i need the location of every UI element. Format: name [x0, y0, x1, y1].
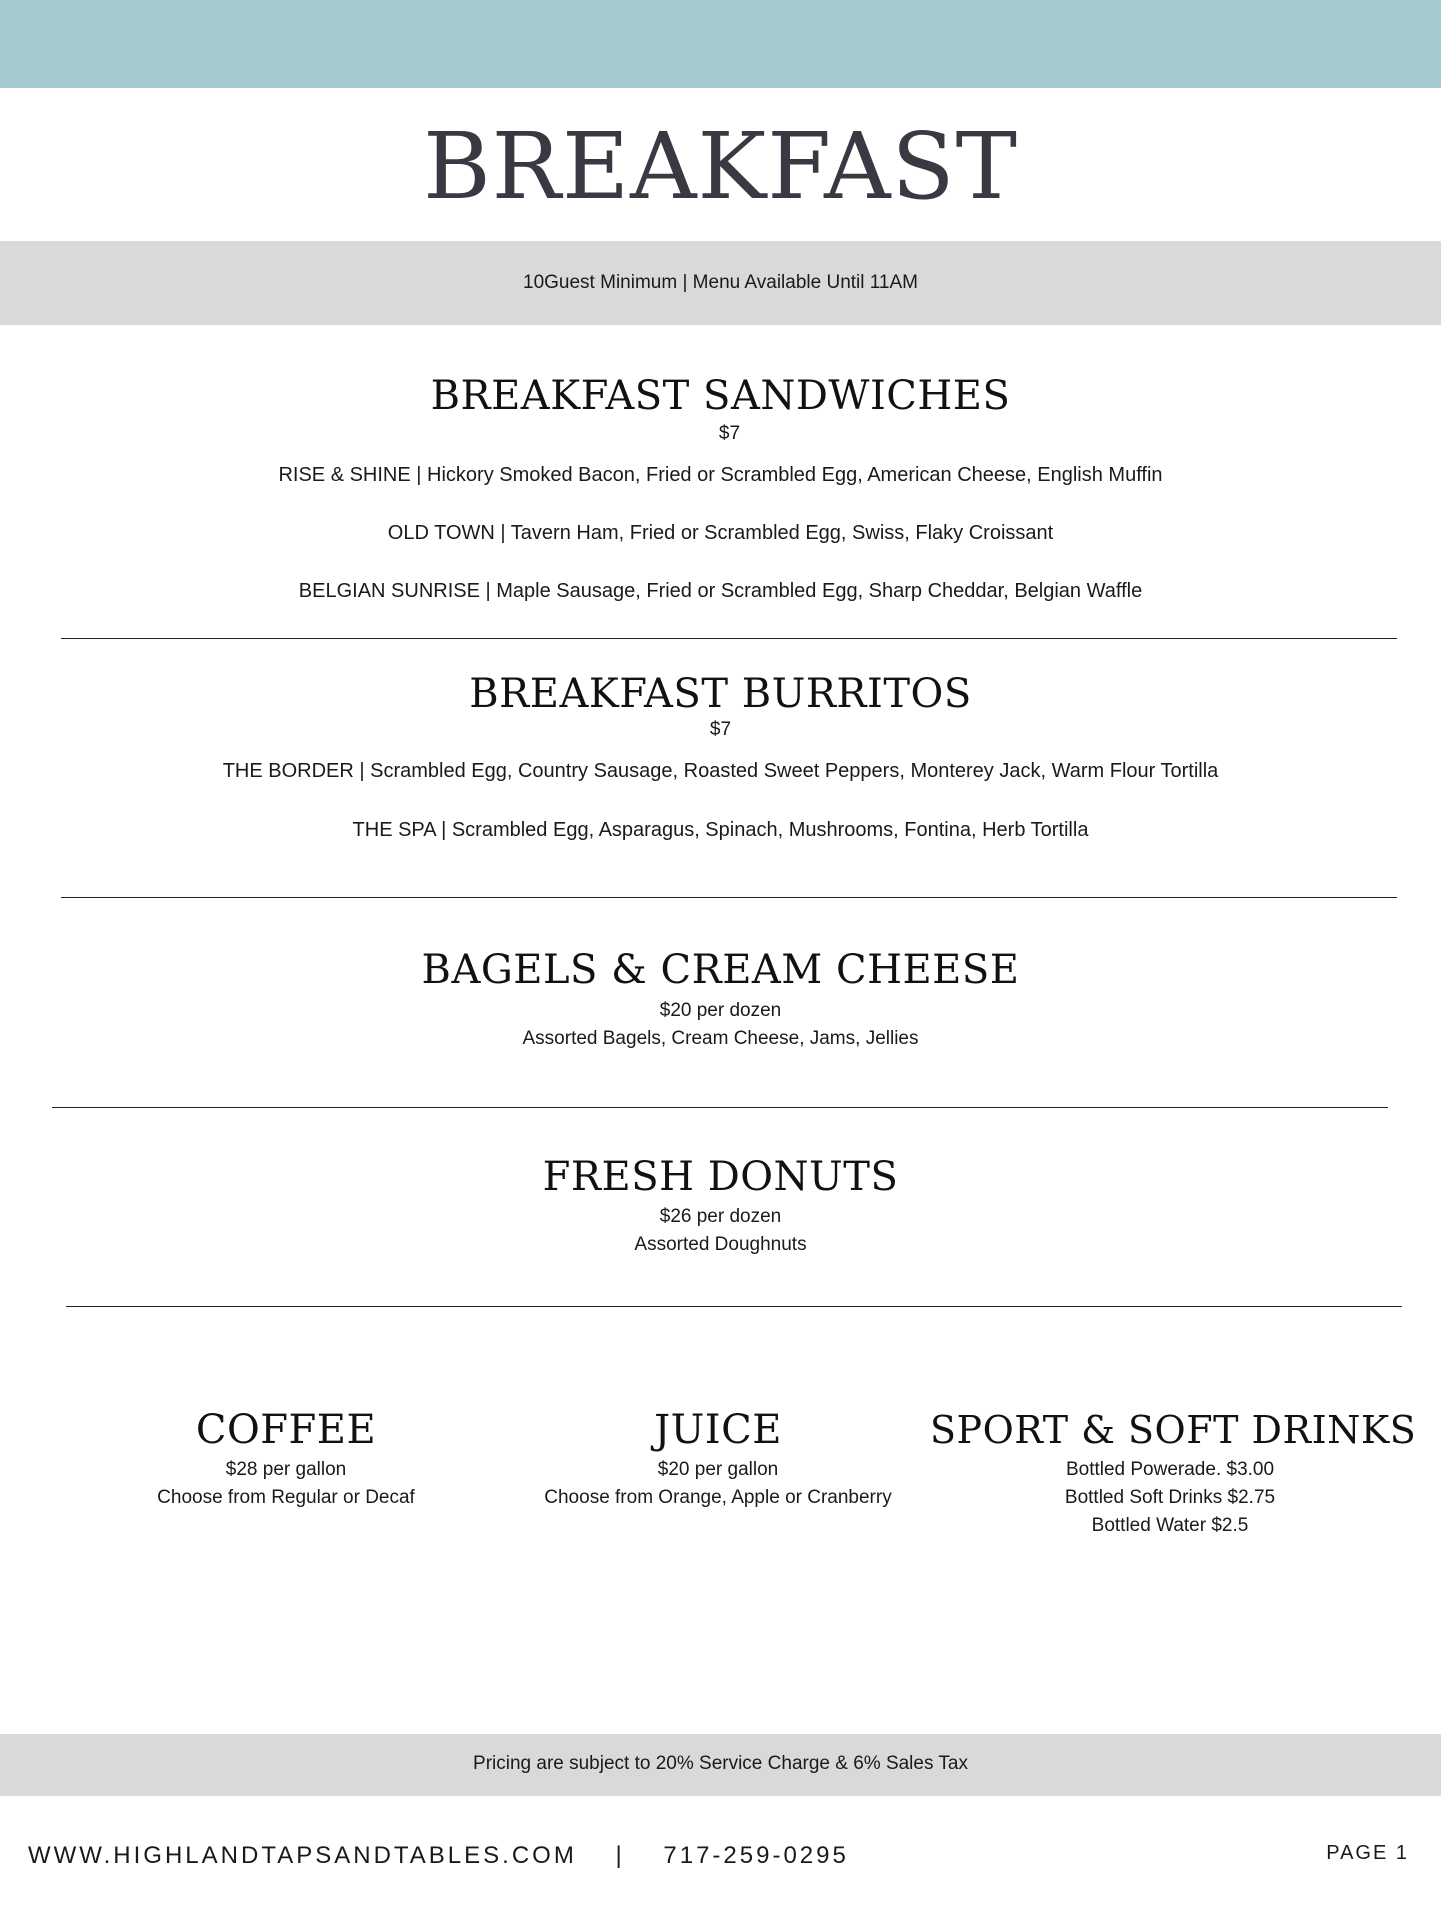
- subtitle-text: 10Guest Minimum | Menu Available Until 11AM: [523, 272, 918, 293]
- section-price-burritos: $7: [709, 719, 732, 740]
- section-heading-bagels: BAGELS & CREAM CHEESE: [421, 947, 1020, 993]
- section-price-bagels: $20 per dozen: [659, 1000, 782, 1021]
- page-title: BREAKFAST: [423, 113, 1018, 220]
- divider: [52, 1107, 1388, 1108]
- drink-heading-juice: JUICE: [654, 1407, 782, 1453]
- drink-column-juice: [518, 1406, 918, 1510]
- section-heading-sandwiches: BREAKFAST SANDWICHES: [430, 373, 1011, 419]
- drink-line: $28 per gallon: [225, 1459, 347, 1480]
- drink-heading-sport-soft: SPORT & SOFT DRINKS: [930, 1408, 1417, 1452]
- section-price-sandwiches: $7: [718, 423, 741, 444]
- footer-note: Pricing are subject to 20% Service Charge & 6% Sales Tax: [473, 1753, 968, 1774]
- drink-line: Choose from Regular or Decaf: [157, 1487, 415, 1508]
- section-price-donuts: $26 per dozen: [659, 1206, 782, 1227]
- menu-item: THE SPA | Scrambled Egg, Asparagus, Spinach, Mushrooms, Fontina, Herb Tortilla: [352, 819, 1089, 841]
- top-color-band: [0, 0, 1441, 88]
- section-heading-burritos: BREAKFAST BURRITOS: [469, 671, 972, 717]
- menu-item: Assorted Bagels, Cream Cheese, Jams, Jellies: [522, 1028, 919, 1049]
- page-number: PAGE 1: [1326, 1842, 1409, 1864]
- menu-item: Assorted Doughnuts: [634, 1234, 807, 1255]
- divider: [61, 638, 1397, 639]
- footer-contact: WWW.HIGHLANDTAPSANDTABLES.COM | 717-259-0295: [28, 1842, 849, 1869]
- drink-line: Bottled Soft Drinks $2.75: [1064, 1487, 1276, 1508]
- drink-line: Bottled Powerade. $3.00: [1065, 1459, 1275, 1480]
- menu-item: BELGIAN SUNRISE | Maple Sausage, Fried or Scrambled Egg, Sharp Cheddar, Belgian Waffle: [298, 580, 1143, 602]
- drink-column-coffee: [96, 1406, 476, 1510]
- drink-line: Bottled Water $2.5: [1091, 1515, 1249, 1536]
- drink-line: Choose from Orange, Apple or Cranberry: [544, 1487, 892, 1508]
- menu-item: OLD TOWN | Tavern Ham, Fried or Scrambled Egg, Swiss, Flaky Croissant: [387, 522, 1054, 544]
- divider: [61, 897, 1397, 898]
- section-heading-donuts: FRESH DONUTS: [542, 1154, 899, 1200]
- drink-line: $20 per gallon: [657, 1459, 779, 1480]
- drink-heading-coffee: COFFEE: [195, 1407, 377, 1453]
- drink-column-sport-soft: [930, 1406, 1417, 1538]
- menu-item: RISE & SHINE | Hickory Smoked Bacon, Fried or Scrambled Egg, American Cheese, English Muffin: [278, 464, 1163, 486]
- divider: [66, 1306, 1402, 1307]
- menu-item: THE BORDER | Scrambled Egg, Country Sausage, Roasted Sweet Peppers, Monterey Jack, Warm Flour Tortilla: [222, 760, 1219, 782]
